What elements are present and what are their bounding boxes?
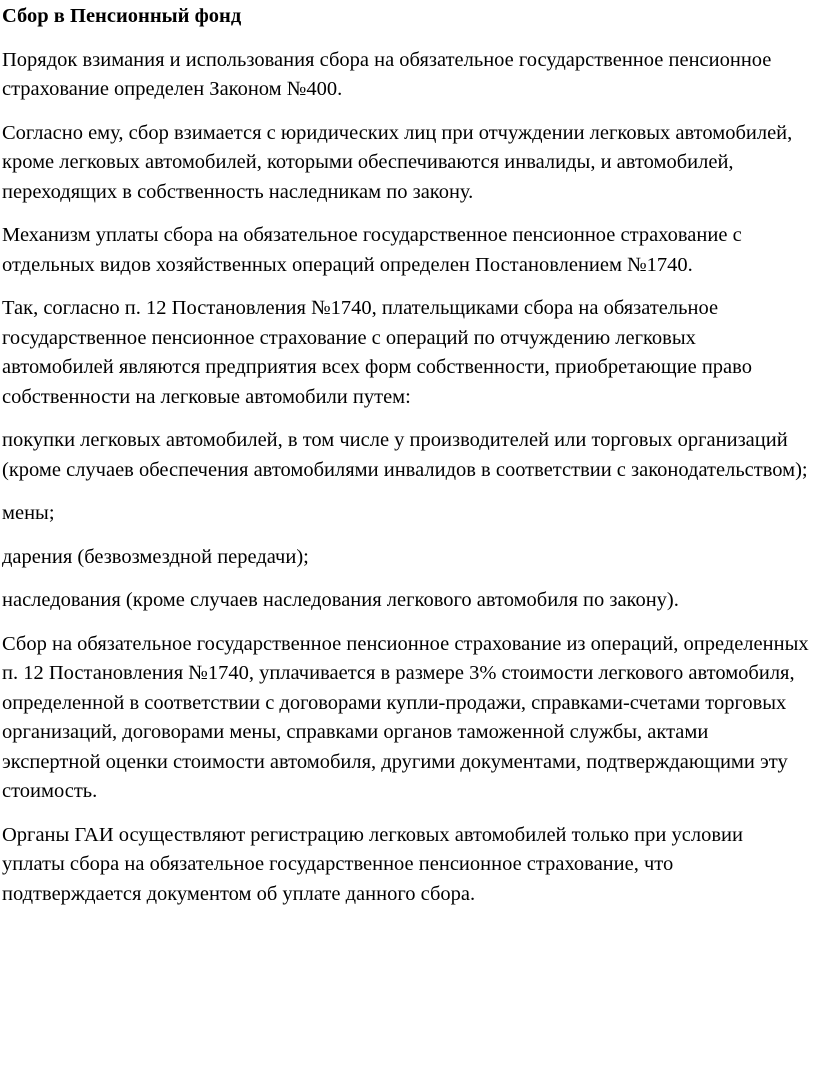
paragraph-rate: Сбор на обязательное государственное пенсионное страхование из операций, определенных п. 12 Постановления №1740, уплачивается в размере 3% стоимости легкового автомобиля, определенной в соответствии с договорами купли-продажи, справками-счетами торговых организаций, договорами мены, справками органов таможенной службы, актами экспертной оценки стоимости автомобиля, другими документами, подтверждающими эту стоимость. bbox=[2, 632, 809, 802]
paragraph-legal-entities: Согласно ему, сбор взимается с юридических лиц при отчуждении легковых автомобилей, кроме легковых автомобилей, которыми обеспечиваются инвалиды, и автомобилей, переходящих в собственность наследникам по закону. bbox=[2, 121, 793, 203]
paragraph-law-400: Порядок взимания и использования сбора на обязательное государственное пенсионное страхование определен Законом №400. bbox=[2, 48, 772, 100]
paragraph-gai-registration: Органы ГАИ осуществляют регистрацию легковых автомобилей только при условии уплаты сбора на обязательное государственное пенсионное страхование, что подтверждается документом об уплате данного сбора. bbox=[2, 823, 743, 905]
list-item-exchange: мены; bbox=[2, 502, 55, 524]
paragraph-mechanism: Механизм уплаты сбора на обязательное государственное пенсионное страхование с отдельных видов хозяйственных операций определен Постановлением №1740. bbox=[2, 224, 742, 276]
list-item-gift: дарения (безвозмездной передачи); bbox=[2, 545, 309, 568]
document-title: Сбор в Пенсионный фонд bbox=[2, 5, 242, 27]
list-item-purchase: покупки легковых автомобилей, в том числе у производителей или торговых организаций (кроме случаев обеспечения автомобилями инвалидов в соответствии с законодательством); bbox=[2, 429, 808, 481]
list-item-inheritance: наследования (кроме случаев наследования легкового автомобиля по закону). bbox=[2, 589, 679, 611]
paragraph-payers: Так, согласно п. 12 Постановления №1740, плательщиками сбора на обязательное государственное пенсионное страхование с операций по отчуждению легковых автомобилей являются предприятия всех форм собственности, приобретающие право собственности на легковые автомобили путем: bbox=[2, 297, 752, 408]
